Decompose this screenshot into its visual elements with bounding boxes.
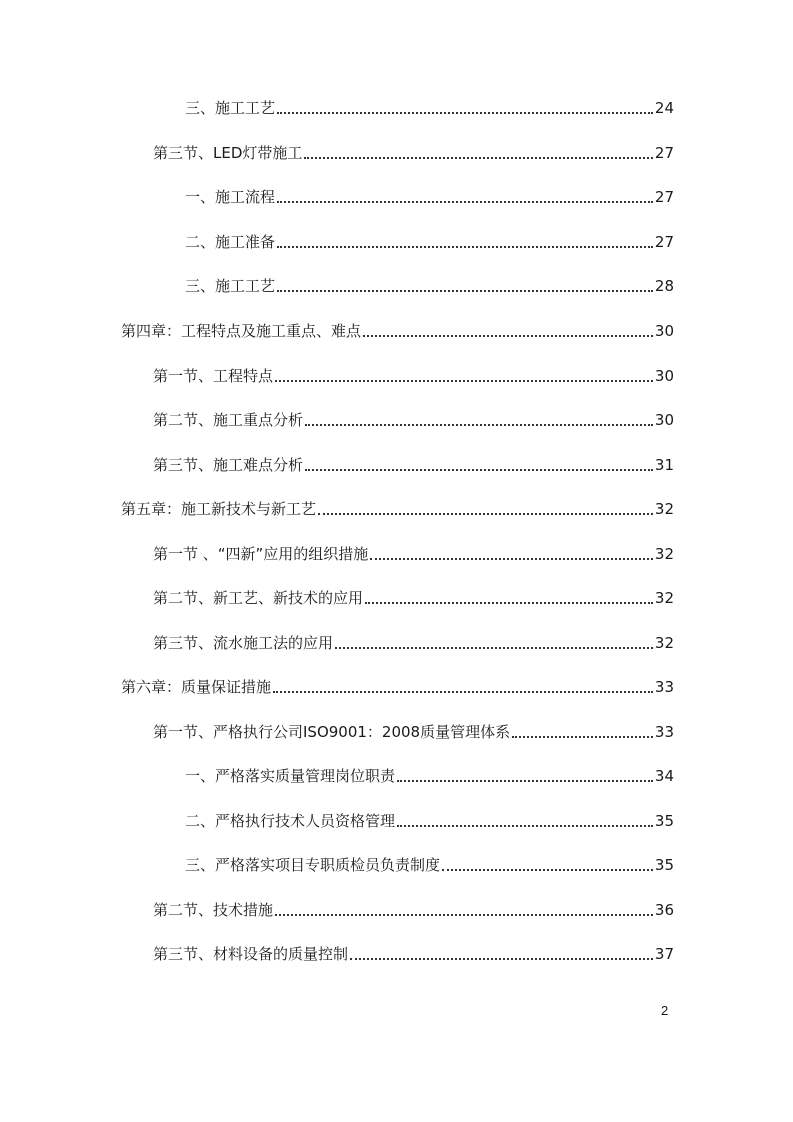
dot-leader	[363, 335, 653, 337]
toc-entry-page: 28	[654, 277, 674, 295]
toc-entry[interactable]	[153, 584, 674, 608]
toc-entry-title: 一、严格落实质量管理岗位职责	[185, 767, 396, 785]
toc-entry-page: 27	[654, 144, 674, 162]
dot-leader	[305, 424, 653, 426]
toc-entry-title: 二、严格执行技术人员资格管理	[185, 812, 396, 830]
dot-leader	[275, 380, 653, 382]
toc-entry-page: 27	[654, 233, 674, 251]
toc-entry-title: 第五章：施工新技术与新工艺	[121, 500, 317, 518]
toc-entry-title: 二、施工准备	[185, 233, 276, 251]
toc-entry-title: 三、施工工艺	[185, 99, 276, 117]
toc-entry-title: 第三节、材料设备的质量控制	[153, 945, 349, 963]
dot-leader	[304, 157, 653, 159]
toc-entry-title: 第六章：质量保证措施	[121, 678, 272, 696]
toc-entry-page: 35	[654, 812, 674, 830]
toc-entry-page: 33	[654, 678, 674, 696]
dot-leader	[442, 869, 653, 871]
toc-entry[interactable]	[153, 362, 674, 386]
dot-leader	[397, 780, 653, 782]
toc-entry[interactable]	[153, 406, 674, 430]
toc-entry-title: 第二节、施工重点分析	[153, 411, 304, 429]
toc-entry[interactable]	[153, 629, 674, 653]
toc-entry-title: 第四章：工程特点及施工重点、难点	[121, 322, 362, 340]
toc-entry[interactable]	[185, 272, 674, 296]
toc-entry[interactable]	[185, 228, 674, 252]
toc-entry-page: 24	[654, 99, 674, 117]
page-number: 2	[661, 1003, 669, 1018]
toc-entry-page: 30	[654, 322, 674, 340]
toc-entry-title: 第一节、工程特点	[153, 367, 274, 385]
toc-entry-page: 36	[654, 901, 674, 919]
dot-leader	[365, 602, 653, 604]
dot-leader	[335, 647, 653, 649]
toc-entry-title: 第二节、新工艺、新技术的应用	[153, 589, 364, 607]
toc-entry-title: 第一节 、“四新”应用的组织措施	[153, 545, 369, 563]
toc-entry-page: 31	[654, 456, 674, 474]
toc-entry-page: 35	[654, 856, 674, 874]
toc-entry[interactable]	[153, 451, 674, 475]
toc-entry[interactable]	[185, 762, 674, 786]
toc-entry[interactable]	[153, 940, 674, 964]
toc-entry[interactable]	[185, 851, 674, 875]
toc-entry[interactable]	[121, 495, 674, 519]
toc-entry-page: 33	[654, 723, 674, 741]
dot-leader	[318, 513, 653, 515]
toc-entry-page: 30	[654, 411, 674, 429]
toc-entry-title: 第二节、技术措施	[153, 901, 274, 919]
toc-entry-title: 三、施工工艺	[185, 277, 276, 295]
toc-entry[interactable]	[121, 317, 674, 341]
dot-leader	[273, 691, 653, 693]
dot-leader	[370, 558, 653, 560]
toc-entry-title: 三、严格落实项目专职质检员负责制度	[185, 856, 441, 874]
dot-leader	[277, 290, 653, 292]
toc-entry-page: 37	[654, 945, 674, 963]
toc-entry-title: 第三节、LED灯带施工	[153, 144, 303, 162]
toc-entry[interactable]	[185, 807, 674, 831]
toc-entry-title: 第三节、施工难点分析	[153, 456, 304, 474]
toc-entry[interactable]	[153, 540, 674, 564]
dot-leader	[512, 736, 653, 738]
dot-leader	[275, 914, 653, 916]
toc-entry-page: 30	[654, 367, 674, 385]
dot-leader	[277, 112, 653, 114]
toc-entry-page: 34	[654, 767, 674, 785]
toc-entry[interactable]	[153, 896, 674, 920]
toc-entry[interactable]	[121, 673, 674, 697]
toc-entry[interactable]	[153, 718, 674, 742]
dot-leader	[350, 958, 653, 960]
toc-entry[interactable]	[153, 139, 674, 163]
dot-leader	[277, 246, 653, 248]
dot-leader	[397, 825, 653, 827]
toc-entry-title: 第一节、严格执行公司ISO9001：2008质量管理体系	[153, 723, 511, 741]
toc-entry-page: 32	[654, 634, 674, 652]
toc-entry[interactable]	[185, 94, 674, 118]
toc-entry[interactable]	[185, 183, 674, 207]
toc-entry-page: 27	[654, 188, 674, 206]
toc-entry-title: 一、施工流程	[185, 188, 276, 206]
dot-leader	[277, 201, 653, 203]
toc-entry-page: 32	[654, 500, 674, 518]
toc-entry-title: 第三节、流水施工法的应用	[153, 634, 334, 652]
toc-entry-page: 32	[654, 589, 674, 607]
dot-leader	[305, 469, 653, 471]
toc-entry-page: 32	[654, 545, 674, 563]
